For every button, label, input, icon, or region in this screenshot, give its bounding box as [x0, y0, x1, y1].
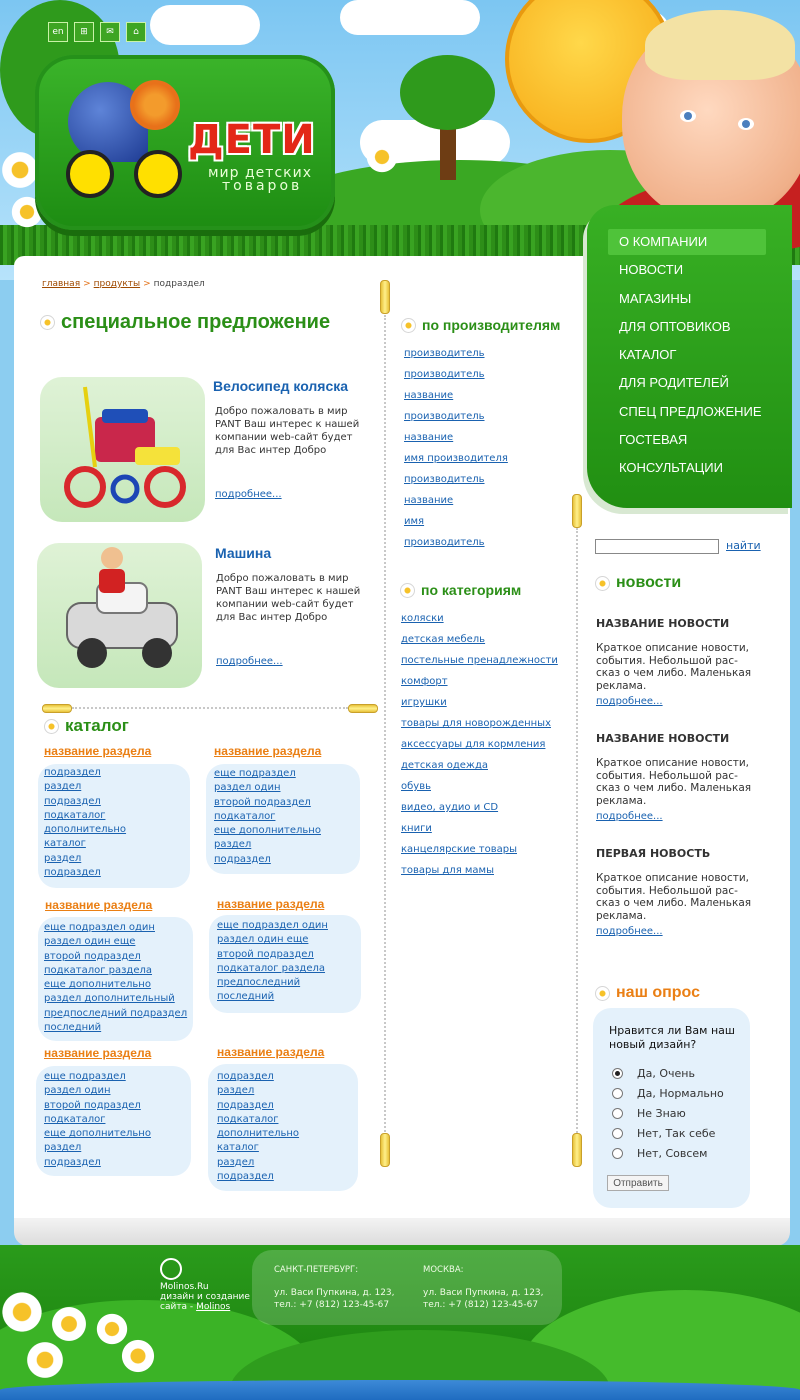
catalog-link-item: [217, 976, 328, 990]
breadcrumb-products[interactable]: продукты: [93, 279, 141, 289]
category-item: [401, 865, 558, 886]
poll-radio[interactable]: [612, 1068, 623, 1079]
category-item: [401, 634, 558, 655]
catalog-section-heading[interactable]: название раздела: [214, 744, 322, 758]
catalog-link-item: [44, 1007, 187, 1021]
catalog-link-item: [214, 796, 321, 810]
category-item: [401, 655, 558, 676]
catalog-link[interactable]: второй подраздел: [44, 950, 141, 962]
category-item: [401, 844, 558, 865]
catalog-link[interactable]: раздел: [44, 781, 82, 793]
category-link[interactable]: детская одежда: [401, 760, 488, 771]
poll-submit-button[interactable]: Отправить: [607, 1175, 669, 1191]
category-link[interactable]: комфорт: [401, 676, 448, 687]
catalog-link-item: [44, 978, 187, 992]
catalog-link[interactable]: раздел один еще: [217, 934, 309, 946]
office-phone: тел.: +7 (812) 123-45-67: [274, 1300, 390, 1310]
catalog-link[interactable]: раздел: [44, 852, 82, 864]
daisy-icon: [595, 576, 610, 591]
catalog-link[interactable]: каталог: [44, 838, 86, 850]
catalog-link[interactable]: раздел один еще: [44, 936, 136, 948]
breadcrumb-home[interactable]: главная: [42, 279, 81, 289]
catalog-link-item: [217, 1113, 299, 1127]
catalog-link[interactable]: подкаталог: [44, 809, 106, 821]
catalog-link[interactable]: раздел: [217, 1156, 255, 1168]
catalog-link[interactable]: раздел: [44, 1142, 82, 1154]
catalog-link[interactable]: каталог: [217, 1142, 259, 1154]
catalog-link-item: [217, 1084, 299, 1098]
product-name[interactable]: Машина: [215, 545, 272, 561]
catalog-link-item: [44, 1021, 187, 1035]
news-item-title[interactable]: НАЗВАНИЕ НОВОСТИ: [596, 617, 730, 630]
catalog-section-heading[interactable]: название раздела: [44, 744, 152, 758]
flower-icon: [130, 80, 180, 130]
home-icon[interactable]: ⌂: [126, 22, 146, 42]
manufacturer-item: [404, 474, 508, 495]
water-strip: [0, 1380, 800, 1400]
manufacturer-link[interactable]: производитель: [404, 474, 485, 485]
poll-option-label: Да, Нормально: [637, 1087, 724, 1100]
poll-radio[interactable]: [612, 1088, 623, 1099]
news-item-text: Краткое описание новости, события. Небольшой рас-сказ о чем либо. Маленькая реклама.: [596, 872, 752, 922]
footer-credit-line: дизайн и создание: [160, 1292, 250, 1302]
nav-item[interactable]: КОНСУЛЬТАЦИИ: [619, 460, 723, 476]
pencil-decor: [42, 704, 72, 713]
poll-option-label: Нет, Так себе: [637, 1127, 716, 1140]
footer-brand[interactable]: Molinos.Ru: [160, 1282, 209, 1292]
manufacturer-link[interactable]: название: [404, 432, 454, 443]
category-link[interactable]: канцелярские товары: [401, 844, 517, 855]
catalog-link-item: [214, 824, 321, 838]
daisy-decor: [25, 1340, 65, 1380]
catalog-link-item: [44, 780, 126, 794]
office-address: ул. Васи Пупкина, д. 123,: [274, 1288, 395, 1298]
breadcrumb: главная > продукты > подраздел: [42, 279, 205, 289]
catalog-link-item: [44, 1156, 151, 1170]
poll-title: наш опрос: [595, 984, 700, 1002]
catalog-link-item: [217, 962, 328, 976]
category-link[interactable]: игрушки: [401, 697, 447, 708]
catalog-link-item: [44, 1084, 151, 1098]
catalog-link[interactable]: подкаталог: [44, 1113, 106, 1125]
nav-item[interactable]: ГОСТЕВАЯ: [619, 432, 688, 448]
manufacturer-link[interactable]: имя производителя: [404, 453, 508, 464]
column-divider: [576, 528, 578, 1133]
catalog-link-item: [44, 866, 126, 880]
nav-item[interactable]: ДЛЯ ОПТОВИКОВ: [619, 318, 731, 334]
catalog-link[interactable]: подраздел: [217, 1171, 274, 1183]
catalog-links: [44, 921, 187, 1035]
catalog-title: каталог: [44, 716, 129, 736]
category-item: [401, 823, 558, 844]
pencil-decor: [572, 1133, 582, 1167]
category-item: [401, 697, 558, 718]
manufacturer-item: [404, 537, 508, 558]
catalog-section-heading[interactable]: название раздела: [44, 1046, 152, 1060]
logo-subtitle: мир детских: [208, 165, 312, 181]
poll-option[interactable]: [612, 1107, 686, 1120]
daisy-decor: [95, 1312, 129, 1346]
daisy-decor: [365, 140, 399, 174]
manufacturer-item: [404, 411, 508, 432]
news-title: новости: [595, 574, 681, 592]
catalog-link-item: [217, 919, 328, 933]
catalog-link[interactable]: еще дополнительно: [44, 1128, 151, 1140]
poll-option[interactable]: [612, 1087, 724, 1100]
mail-icon[interactable]: ✉: [100, 22, 120, 42]
catalog-link[interactable]: предпоследний подраздел: [44, 1007, 188, 1019]
news-item-text: Краткое описание новости, события. Небольшой рас-сказ о чем либо. Маленькая реклама.: [596, 642, 752, 692]
molinos-logo-icon: [160, 1258, 182, 1280]
catalog-link[interactable]: подраздел: [217, 1071, 274, 1082]
office-city: САНКТ-ПЕТЕРБУРГ:: [274, 1265, 359, 1275]
catalog-link[interactable]: подкаталог раздела: [217, 962, 326, 974]
manufacturer-item: [404, 369, 508, 390]
panel-shadow: [14, 1218, 790, 1246]
section-divider: [72, 707, 348, 709]
catalog-link[interactable]: дополнительно: [217, 1128, 300, 1140]
daisy-decor: [50, 1305, 88, 1343]
catalog-link[interactable]: второй подраздел: [217, 948, 314, 960]
nav-item[interactable]: КАТАЛОГ: [619, 347, 677, 363]
catalog-link[interactable]: еще подраздел один: [44, 922, 155, 933]
catalog-link[interactable]: подраздел: [44, 795, 101, 807]
catalog-link-item: [44, 992, 187, 1006]
poll-option[interactable]: [612, 1147, 707, 1160]
child-eye: [680, 110, 696, 122]
nav-item[interactable]: МАГАЗИНЫ: [619, 290, 692, 306]
bike-stroller-icon: [40, 377, 205, 522]
nav-item[interactable]: ДЛЯ РОДИТЕЛЕЙ: [619, 375, 729, 391]
special-offer-title: специальное предложение: [40, 311, 330, 334]
office-phone: тел.: +7 (812) 123-45-67: [423, 1300, 539, 1310]
footer-credit: Molinos.Ru дизайн и создание сайта - Molinos: [160, 1258, 250, 1312]
news-item-title[interactable]: ПЕРВАЯ НОВОСТЬ: [596, 847, 711, 860]
category-item: [401, 613, 558, 634]
footer-credit-link[interactable]: Molinos: [196, 1302, 231, 1312]
catalog-link-item: [214, 781, 321, 795]
catalog-link-item: [44, 837, 126, 851]
category-link[interactable]: обувь: [401, 781, 431, 792]
category-link[interactable]: товары для новорожденных: [401, 718, 551, 729]
catalog-link[interactable]: еще подраздел: [214, 768, 296, 779]
catalog-link-item: [44, 766, 126, 780]
main-nav: [608, 229, 766, 484]
daisy-icon: [44, 719, 59, 734]
catalog-link[interactable]: подкаталог: [214, 810, 276, 822]
catalog-links: [217, 1070, 299, 1184]
catalog-link-item: [217, 1141, 299, 1155]
catalog-link[interactable]: раздел один: [214, 782, 281, 794]
tree-top: [400, 55, 495, 130]
catalog-section-heading[interactable]: название раздела: [217, 1045, 325, 1059]
catalog-link[interactable]: раздел дополнительный: [44, 993, 175, 1005]
catalog-link-item: [217, 948, 328, 962]
sitemap-icon[interactable]: ⊞: [74, 22, 94, 42]
product-name[interactable]: Велосипед коляска: [213, 378, 349, 394]
catalog-link-item: [217, 1099, 299, 1113]
catalog-link-item: [214, 838, 321, 852]
manufacturer-item: [404, 495, 508, 516]
catalog-link-item: [44, 852, 126, 866]
search-input[interactable]: [595, 539, 719, 554]
breadcrumb-current: подраздел: [153, 279, 205, 289]
catalog-link[interactable]: последний: [217, 991, 275, 1003]
daisy-icon: [595, 986, 610, 1001]
lang-icon[interactable]: en: [48, 22, 68, 42]
child-hair: [645, 10, 795, 80]
pencil-decor: [380, 1133, 390, 1167]
catalog-link[interactable]: еще подраздел один: [217, 920, 328, 931]
nav-item[interactable]: НОВОСТИ: [619, 262, 684, 278]
logo-title[interactable]: ДЕТИ: [188, 117, 316, 163]
category-item: [401, 718, 558, 739]
product-more-link[interactable]: подробнее...: [216, 656, 283, 667]
category-item: [401, 739, 558, 760]
poll-option-label: Не Знаю: [637, 1107, 686, 1120]
daisy-icon: [40, 315, 55, 330]
category-link[interactable]: книги: [401, 823, 432, 834]
manufacturer-link[interactable]: имя: [404, 516, 425, 527]
catalog-link-item: [44, 1141, 151, 1155]
catalog-section-heading[interactable]: название раздела: [45, 898, 153, 912]
catalog-link[interactable]: последний: [44, 1022, 102, 1034]
catalog-link-item: [44, 809, 126, 823]
daisy-decor: [0, 1290, 44, 1334]
product-description: Добро пожаловать в мир PANT Ваш интерес к нашей компании web-сайт будет для Вас интер Добро: [215, 406, 360, 456]
category-item: [401, 802, 558, 823]
manufacturer-item: [404, 390, 508, 411]
daisy-decor: [0, 150, 40, 190]
categories-title: по категориям: [400, 582, 521, 598]
catalog-link[interactable]: подраздел: [44, 767, 101, 778]
catalog-section-heading[interactable]: название раздела: [217, 897, 325, 911]
manufacturer-link[interactable]: название: [404, 495, 454, 506]
manufacturer-item: [404, 453, 508, 474]
catalog-link-item: [217, 1156, 299, 1170]
catalog-link-item: [44, 823, 126, 837]
category-item: [401, 781, 558, 802]
news-more-link[interactable]: подробнее...: [596, 696, 663, 707]
news-item-text: Краткое описание новости, события. Небольшой рас-сказ о чем либо. Маленькая реклама.: [596, 757, 752, 807]
poll-option[interactable]: [612, 1127, 715, 1140]
catalog-link-item: [44, 1099, 151, 1113]
product-image-bike[interactable]: [40, 377, 205, 522]
catalog-link[interactable]: раздел один: [44, 1085, 111, 1097]
pencil-decor: [572, 494, 582, 528]
catalog-link-item: [217, 933, 328, 947]
manufacturer-link[interactable]: производитель: [404, 411, 485, 422]
catalog-links: [214, 767, 321, 867]
poll-radio[interactable]: [612, 1128, 623, 1139]
manufacturer-item: [404, 516, 508, 537]
poll-radio[interactable]: [612, 1108, 623, 1119]
product-more-link[interactable]: подробнее...: [215, 489, 282, 500]
top-icons: [48, 22, 146, 42]
catalog-link[interactable]: подраздел: [44, 867, 101, 879]
catalog-link[interactable]: еще подраздел: [44, 1071, 126, 1082]
child-eye: [738, 118, 754, 130]
category-item: [401, 760, 558, 781]
catalog-links: [44, 1070, 151, 1170]
toy-car-icon: [37, 543, 202, 688]
news-item-title[interactable]: НАЗВАНИЕ НОВОСТИ: [596, 732, 730, 745]
catalog-link-item: [44, 1113, 151, 1127]
catalog-links: [217, 919, 328, 1005]
category-link[interactable]: коляски: [401, 613, 444, 624]
nav-item[interactable]: СПЕЦ ПРЕДЛОЖЕНИЕ: [619, 403, 762, 419]
category-link[interactable]: товары для мамы: [401, 865, 494, 876]
catalog-link[interactable]: дополнительно: [44, 824, 127, 836]
category-link[interactable]: видео, аудио и CD: [401, 802, 499, 813]
catalog-link-item: [44, 921, 187, 935]
daisy-decor: [120, 1338, 156, 1374]
catalog-link-item: [214, 810, 321, 824]
manufacturer-link[interactable]: производитель: [404, 369, 485, 380]
catalog-link-item: [214, 853, 321, 867]
catalog-link[interactable]: раздел: [217, 1085, 255, 1097]
manufacturer-item: [404, 432, 508, 453]
catalog-link-item: [217, 990, 328, 1004]
poll-question: Нравится ли Вам наш новый дизайн?: [609, 1024, 735, 1051]
category-link[interactable]: аксессуары для кормления: [401, 739, 546, 750]
poll-option-label: Нет, Совсем: [637, 1147, 708, 1160]
catalog-link-item: [44, 1070, 151, 1084]
catalog-link[interactable]: еще дополнительно: [44, 979, 151, 991]
office-city: МОСКВА:: [423, 1265, 464, 1275]
pencil-decor: [380, 280, 390, 314]
manufacturers-title: по производителям: [401, 317, 560, 333]
catalog-link[interactable]: второй подраздел: [214, 796, 311, 808]
category-link[interactable]: постельные пренадлежности: [401, 655, 558, 666]
manufacturer-item: [404, 348, 508, 369]
catalog-link-item: [44, 964, 187, 978]
catalog-link[interactable]: подкаталог: [217, 1113, 279, 1125]
poll-option-label: Да, Очень: [637, 1067, 695, 1080]
nav-item[interactable]: О КОМПАНИИ: [608, 229, 766, 255]
daisy-icon: [401, 318, 416, 333]
catalog-link-item: [44, 950, 187, 964]
category-link[interactable]: детская мебель: [401, 634, 486, 645]
manufacturers-list: [404, 348, 508, 558]
catalog-link-item: [214, 767, 321, 781]
manufacturer-link[interactable]: производитель: [404, 348, 485, 359]
categories-list: [401, 613, 558, 886]
catalog-links: [44, 766, 126, 880]
catalog-link[interactable]: подраздел: [217, 1099, 274, 1111]
catalog-link[interactable]: подкаталог раздела: [44, 964, 153, 976]
news-more-link[interactable]: подробнее...: [596, 926, 663, 937]
manufacturer-link[interactable]: название: [404, 390, 454, 401]
cloud: [150, 5, 260, 45]
catalog-link[interactable]: предпоследний: [217, 977, 301, 989]
poll-option[interactable]: [612, 1067, 695, 1080]
catalog-link-item: [44, 935, 187, 949]
catalog-link-item: [217, 1127, 299, 1141]
catalog-link[interactable]: еще дополнительно: [214, 825, 321, 837]
logo-subtitle: товаров: [222, 178, 303, 194]
catalog-link[interactable]: раздел: [214, 839, 252, 851]
column-divider: [384, 315, 386, 1135]
product-image-car[interactable]: [37, 543, 202, 688]
news-more-link[interactable]: подробнее...: [596, 811, 663, 822]
pencil-decor: [348, 704, 378, 713]
search-button[interactable]: найти: [726, 539, 761, 552]
catalog-link[interactable]: подраздел: [44, 1156, 101, 1168]
catalog-link-item: [44, 1127, 151, 1141]
category-item: [401, 676, 558, 697]
catalog-link[interactable]: второй подраздел: [44, 1099, 141, 1111]
daisy-icon: [400, 583, 415, 598]
office-address: ул. Васи Пупкина, д. 123,: [423, 1288, 544, 1298]
product-description: Добро пожаловать в мир PANT Ваш интерес к нашей компании web-сайт будет для Вас интер Добро: [216, 573, 361, 623]
stroller-wheel-icon: [134, 150, 182, 198]
cloud: [340, 0, 480, 35]
catalog-link-item: [217, 1170, 299, 1184]
catalog-link-item: [217, 1070, 299, 1084]
catalog-link[interactable]: подраздел: [214, 853, 271, 865]
poll-radio[interactable]: [612, 1148, 623, 1159]
catalog-link-item: [44, 795, 126, 809]
manufacturer-link[interactable]: производитель: [404, 537, 485, 548]
stroller-wheel-icon: [66, 150, 114, 198]
